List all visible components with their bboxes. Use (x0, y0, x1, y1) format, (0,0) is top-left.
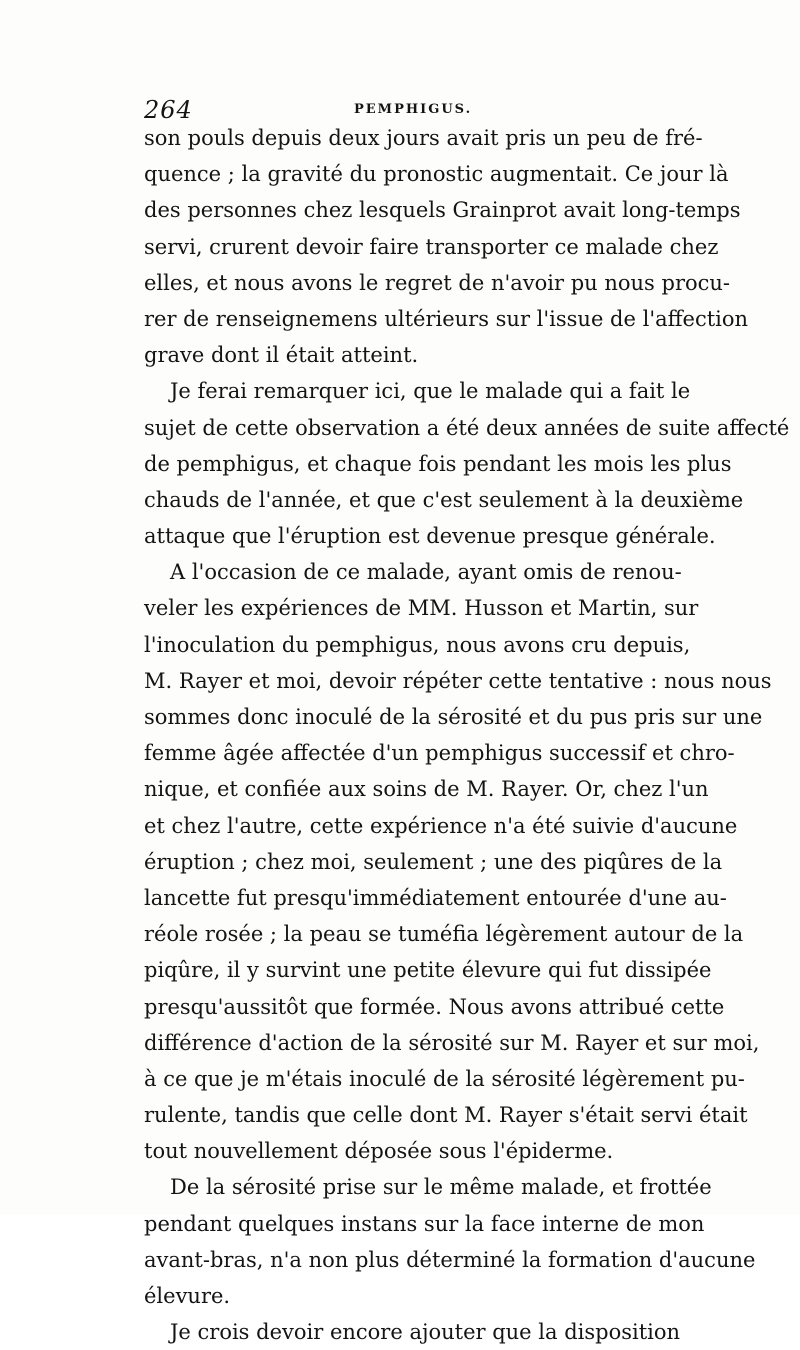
text-line: sommes donc inoculé de la sérosité et du pus pris sur une (144, 705, 763, 729)
text-line: Je ferai remarquer ici, que le malade qui a fait le (170, 379, 691, 404)
text-line: Je crois devoir encore ajouter que la disposition (170, 1320, 681, 1345)
text-line: pendant quelques instans sur la face interne de mon (144, 1211, 705, 1236)
text-line: sujet de cette observation a été deux années de suite affecté (144, 415, 790, 440)
text-line: A l'occasion de ce malade, ayant omis de renou- (170, 560, 682, 585)
text-line: de pemphigus, et chaque fois pendant les mois les plus (144, 451, 732, 476)
text-line: nique, et confiée aux soins de M. Rayer. Or, chez l'un (144, 777, 709, 802)
text-line: grave dont il était atteint. (144, 343, 419, 368)
text-line: quence ; la gravité du pronostic augmentait. Ce jour là (144, 162, 729, 187)
text-line: rulente, tandis que celle dont M. Rayer s'était servi était (144, 1103, 748, 1128)
text-line: réole rosée ; la peau se tuméfia légèrement autour de la (144, 922, 744, 947)
text-line: rer de renseignemens ultérieurs sur l'issue de l'affection (144, 306, 749, 331)
text-line: avant-bras, n'a non plus déterminé la formation d'aucune (144, 1247, 756, 1272)
text-line: éruption ; chez moi, seulement ; une des piqûres de la (144, 849, 723, 874)
text-line: des personnes chez lesquels Grainprot avait long-temps (144, 198, 741, 223)
page-number: 264 (144, 96, 193, 124)
text-line: tout nouvellement déposée sous l'épiderme. (144, 1139, 614, 1164)
body-text (144, 120, 790, 1350)
running-head: PEMPHIGUS. (354, 102, 473, 117)
text-line: M. Rayer et moi, devoir répéter cette tentative : nous nous (144, 668, 772, 693)
text-line: veler les expériences de MM. Husson et Martin, sur (144, 596, 699, 621)
text-line: lancette fut presqu'immédiatement entourée d'une au- (144, 885, 727, 910)
text-line: piqûre, il y survint une petite élevure qui fut dissipée (144, 958, 712, 983)
text-line: son pouls depuis deux jours avait pris un peu de fré- (144, 126, 703, 150)
text-line: à ce que je m'étais inoculé de la sérosité légèrement pu- (144, 1066, 745, 1091)
text-line: servi, crurent devoir faire transporter ce malade chez (144, 234, 719, 259)
text-line: attaque que l'éruption est devenue presque générale. (144, 524, 716, 549)
text-line: elles, et nous avons le regret de n'avoir pu nous procu- (144, 270, 731, 295)
text-line: femme âgée affectée d'un pemphigus successif et chro- (144, 741, 735, 766)
text-line: presqu'aussitôt que formée. Nous avons attribué cette (144, 994, 725, 1019)
text-line: élevure. (144, 1284, 231, 1308)
text-line: chauds de l'année, et que c'est seulement à la deuxième (144, 487, 744, 512)
text-line: De la sérosité prise sur le même malade, et frottée (170, 1175, 712, 1200)
text-line: différence d'action de la sérosité sur M. Rayer et sur moi, (144, 1030, 760, 1055)
text-line: et chez l'autre, cette expérience n'a été suivie d'aucune (144, 813, 738, 838)
text-line: l'inoculation du pemphigus, nous avons cru depuis, (144, 632, 691, 657)
